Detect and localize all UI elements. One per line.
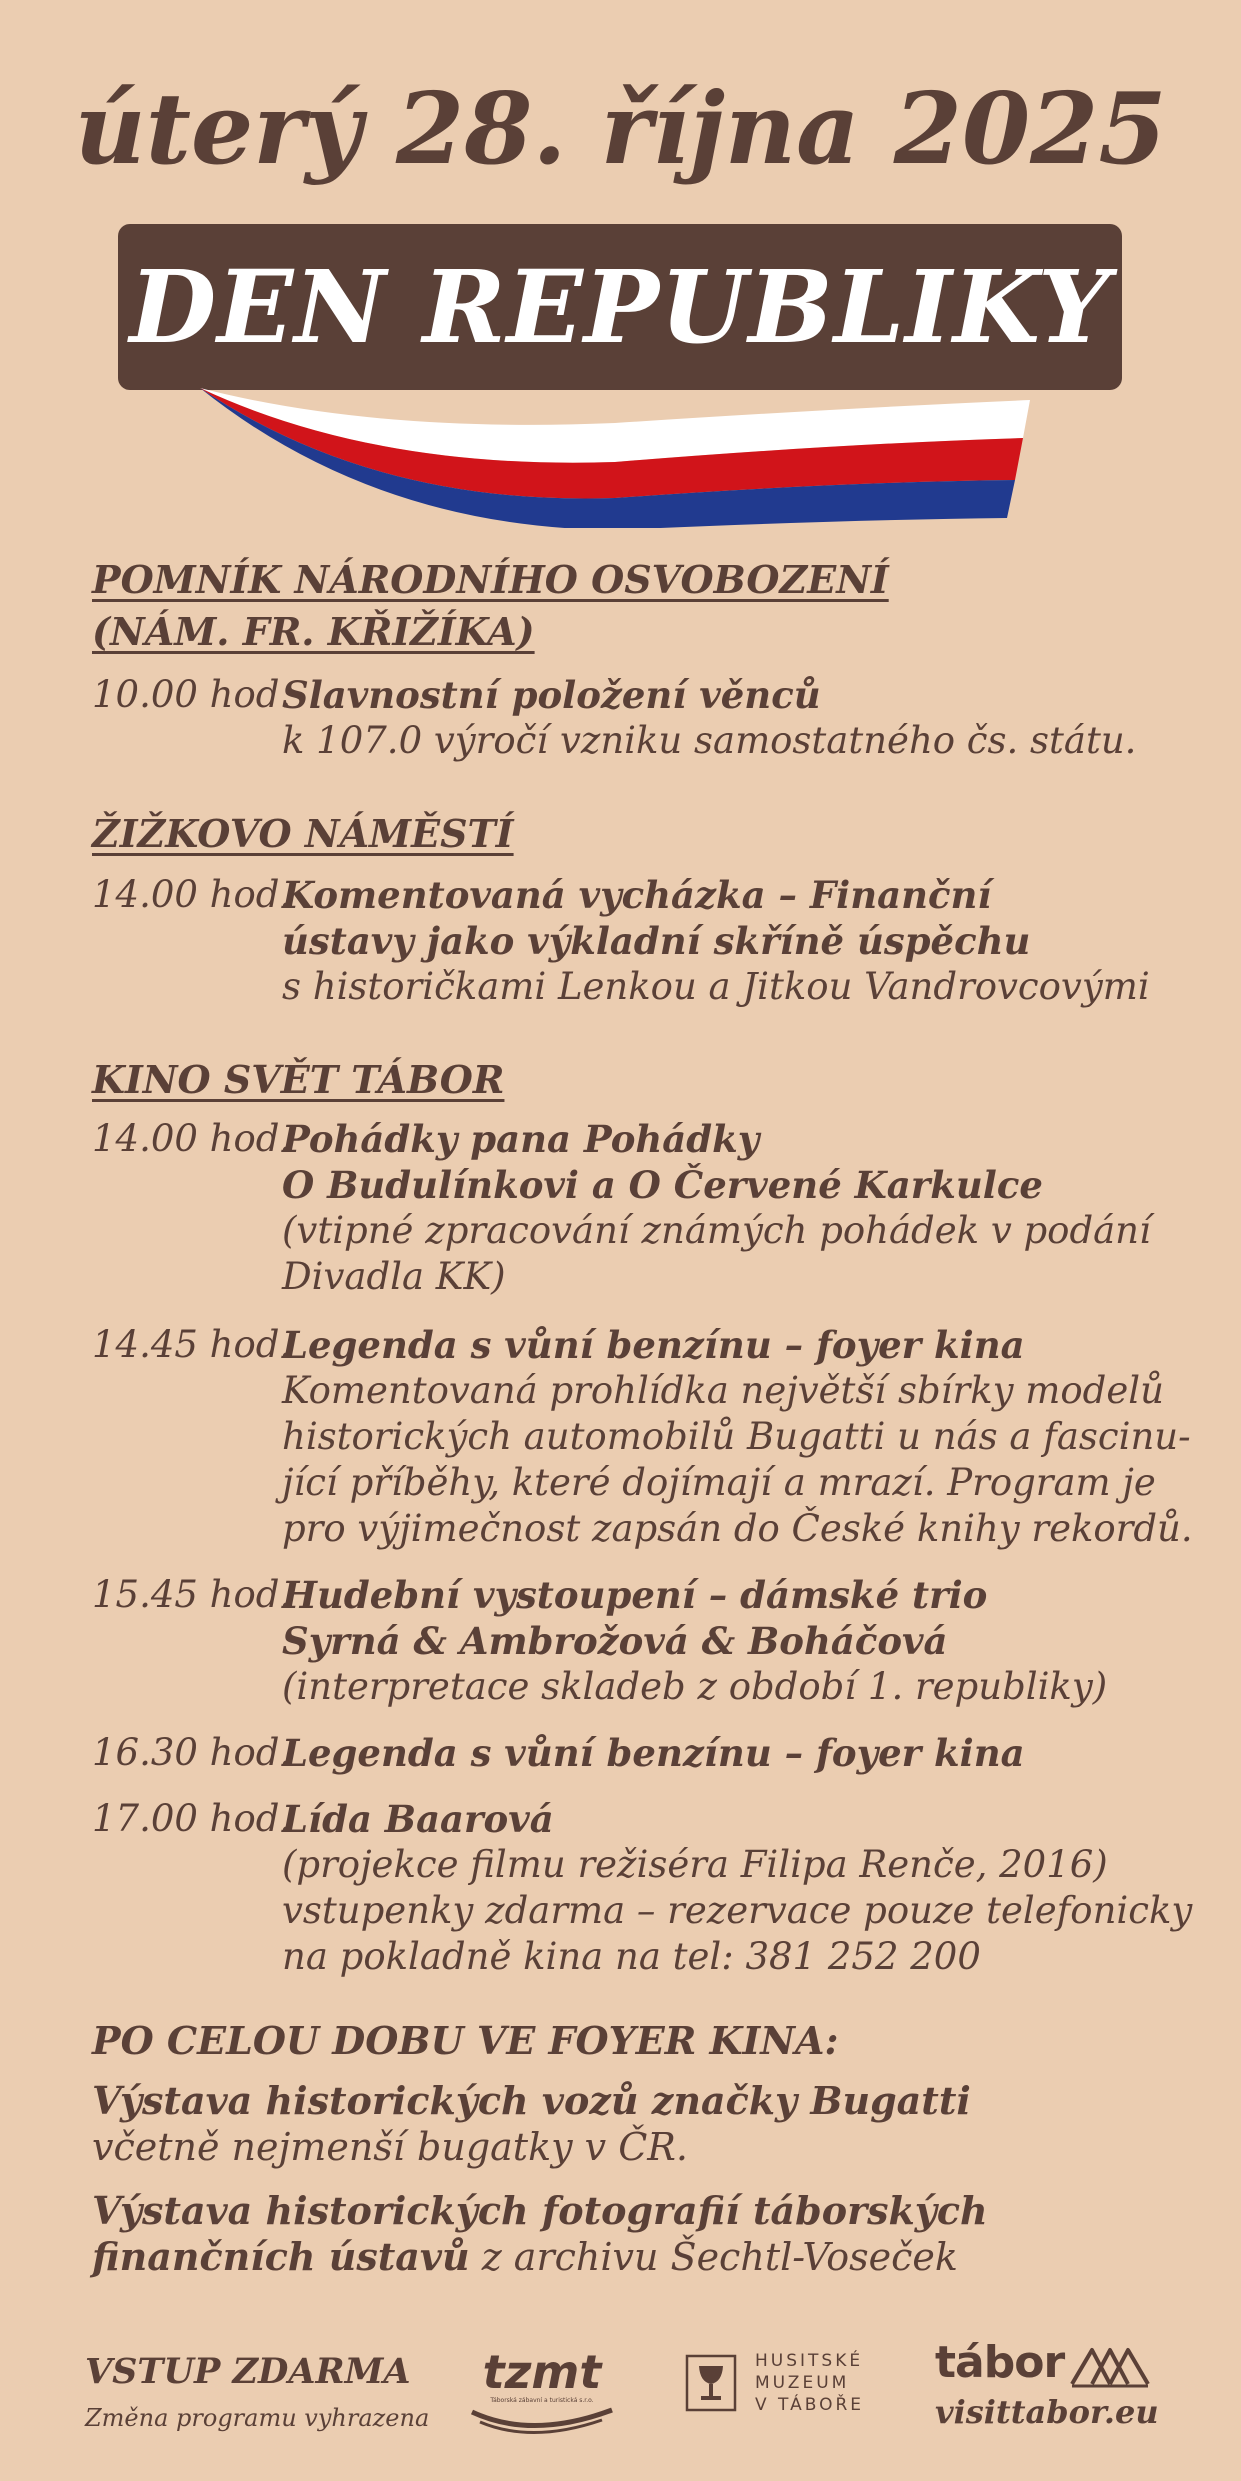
section-heading-zizkovo: ŽIŽKOVO NÁMĚSTÍ xyxy=(92,811,514,856)
czech-flag-ribbon-icon xyxy=(195,378,1045,528)
event-row xyxy=(92,1322,1212,1552)
event-time: 17.00 hod. xyxy=(92,1797,292,1840)
museum-name-line: HUSITSKÉ xyxy=(755,2351,864,2371)
event-date: úterý 28. října 2025 xyxy=(74,72,1167,187)
event-detail: jící příběhy, které dojímají a mrazí. Program je xyxy=(282,1461,1156,1504)
museum-name-line: MUZEUM xyxy=(755,2373,850,2393)
tabor-logo xyxy=(935,2338,1165,2432)
tzmt-logo-text: tzmt xyxy=(482,2345,602,2399)
tzmt-logo xyxy=(462,2340,622,2440)
rooftops-icon xyxy=(1070,2342,1150,2388)
event-name: Legenda s vůní benzínu – foyer kina xyxy=(282,1731,1025,1775)
event-time: 10.00 hod. xyxy=(92,673,292,716)
event-row xyxy=(92,1572,1212,1710)
tzmt-logo-subtext: Táborská zábavní a turistická s.r.o. xyxy=(490,2397,594,2404)
event-title: DEN REPUBLIKY xyxy=(129,248,1111,366)
event-detail: (vtipné zpracování známých pohádek v podání xyxy=(282,1209,1151,1252)
section-heading-kino: KINO SVĚT TÁBOR xyxy=(92,1057,505,1102)
event-name: Lída Baarová xyxy=(282,1797,554,1841)
event-row xyxy=(92,672,1212,764)
event-detail: k 107.0 výročí vzniku samostatného čs. státu. xyxy=(282,719,1137,762)
event-detail: (interpretace skladeb z období 1. republiky) xyxy=(282,1665,1108,1708)
event-name: Komentovaná vycházka – Finanční xyxy=(282,873,992,917)
event-time: 14.45 hod. xyxy=(92,1323,292,1366)
event-name: O Budulínkovi a O Červené Karkulce xyxy=(282,1163,1043,1207)
event-detail: (projekce filmu režiséra Filipa Renče, 2016) xyxy=(282,1843,1108,1886)
section-heading-pomnik: POMNÍK NÁRODNÍHO OSVOBOZENÍ (NÁM. FR. KŘIŽÍKA) xyxy=(92,557,889,654)
website-label: visittabor.eu xyxy=(935,2393,1159,2431)
event-detail: na pokladně kina na tel: 381 252 200 xyxy=(282,1935,981,1978)
event-time: 14.00 hod. xyxy=(92,1117,292,1160)
event-time: 15.45 hod. xyxy=(92,1573,292,1616)
event-time: 14.00 hod. xyxy=(92,873,292,916)
event-row xyxy=(92,1730,1212,1776)
event-detail: Divadla KK) xyxy=(282,1255,506,1298)
event-name: Hudební vystoupení – dámské trio xyxy=(282,1573,988,1617)
event-time: 16.30 hod. xyxy=(92,1731,292,1774)
program-change-note: Změna programu vyhrazena xyxy=(85,2404,430,2432)
event-detail: vstupenky zdarma – rezervace pouze telefonicky xyxy=(282,1889,1193,1932)
museum-name-line: V TÁBOŘE xyxy=(755,2395,865,2415)
event-detail: pro výjimečnost zapsán do České knihy rekordů. xyxy=(282,1507,1193,1550)
event-name: ústavy jako výkladní skříně úspěchu xyxy=(282,919,1031,963)
exhibition-photographs: Výstava historických fotografií táborských finančních ústavů z archivu Šechtl-Voseček xyxy=(92,2188,988,2279)
event-name: Syrná & Ambrožová & Boháčová xyxy=(282,1619,948,1663)
event-row xyxy=(92,1116,1212,1300)
event-name: Pohádky pana Pohádky xyxy=(282,1117,760,1161)
event-detail: historických automobilů Bugatti u nás a fascinu- xyxy=(282,1415,1191,1458)
chalice-icon xyxy=(685,2354,737,2412)
tabor-logo-text: tábor xyxy=(935,2337,1065,2388)
event-row xyxy=(92,1796,1212,1980)
event-row xyxy=(92,872,1212,1010)
event-name: Legenda s vůní benzínu – foyer kina xyxy=(282,1323,1025,1367)
free-entry-label: VSTUP ZDARMA xyxy=(85,2351,411,2392)
footer-entry-info xyxy=(85,2350,429,2434)
foyer-heading: PO CELOU DOBU VE FOYER KINA: xyxy=(92,2018,839,2063)
event-detail: s historičkami Lenkou a Jitkou Vandrovcovými xyxy=(282,965,1150,1008)
event-name: Slavnostní položení věnců xyxy=(282,673,821,717)
event-detail: Komentovaná prohlídka největší sbírky modelů xyxy=(282,1369,1164,1412)
hussite-museum-logo xyxy=(685,2350,864,2416)
exhibition-bugatti: Výstava historických vozů značky Bugatti včetně nejmenší bugatky v ČR. xyxy=(92,2078,971,2169)
